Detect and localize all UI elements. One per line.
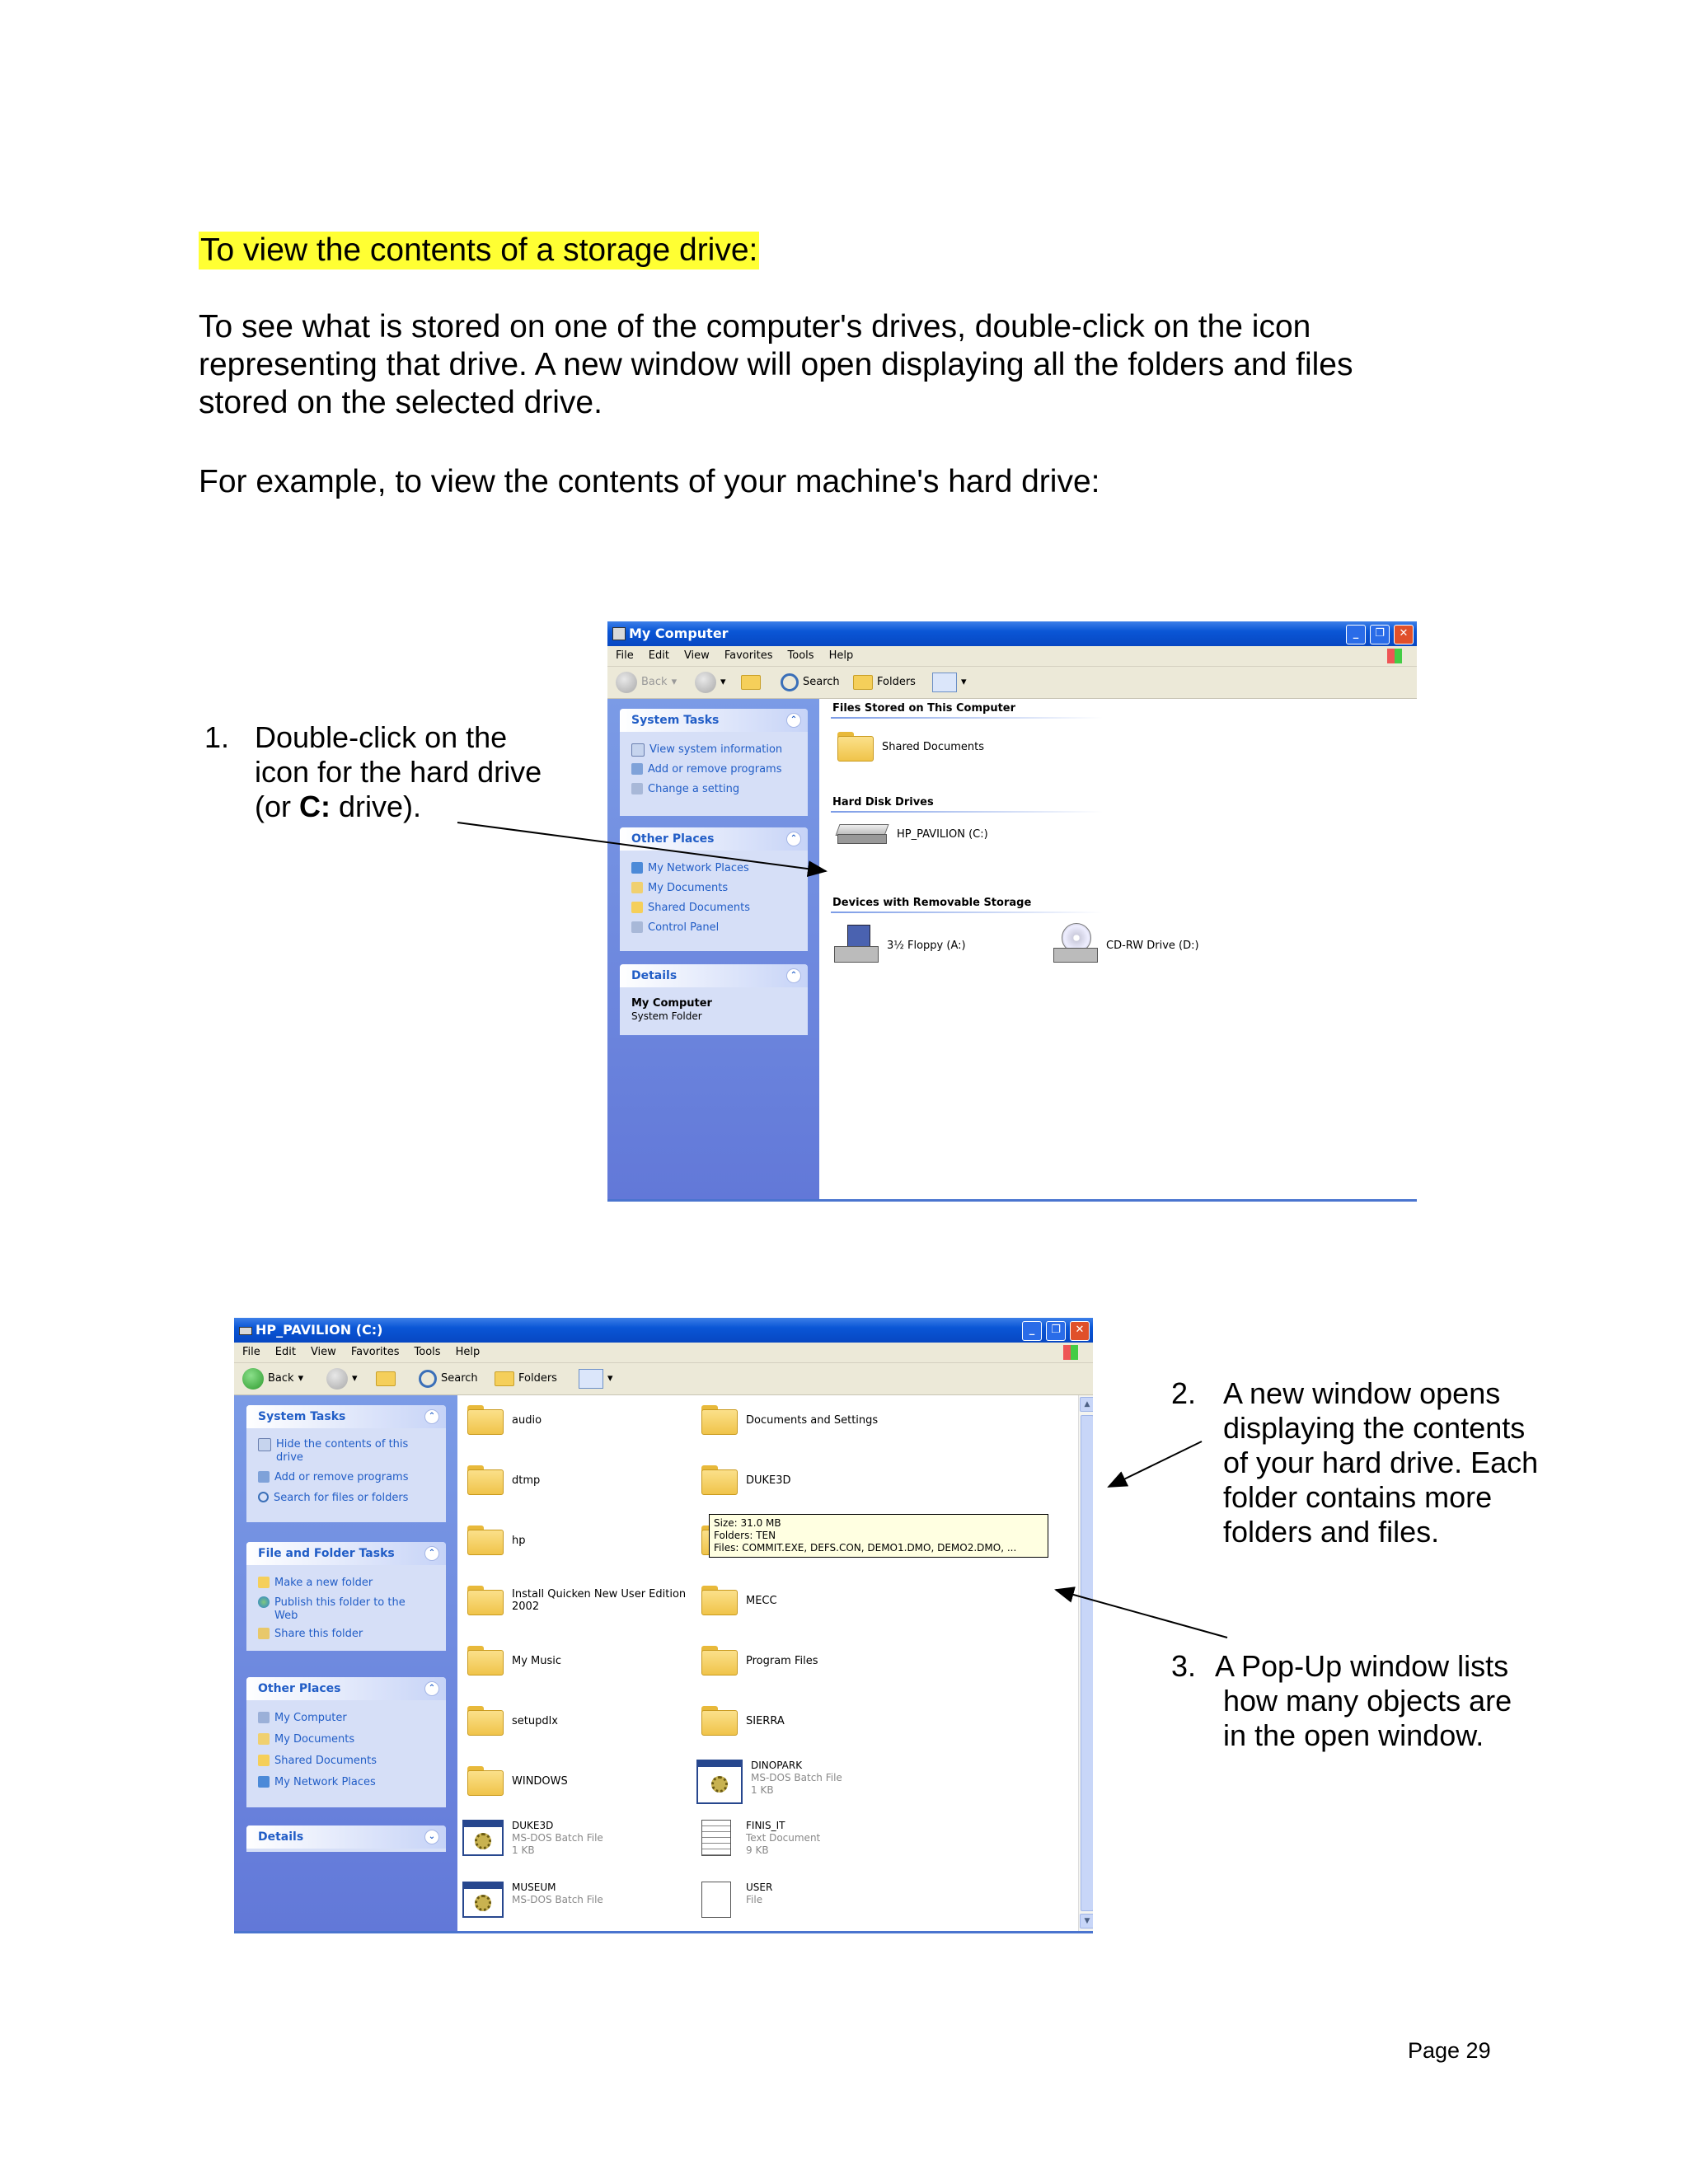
- details-type: System Folder: [631, 1010, 702, 1022]
- collapse-icon[interactable]: ⌃: [424, 1681, 439, 1696]
- step1-line: Double-click on the: [255, 720, 508, 754]
- folders-label: Folders: [518, 1372, 557, 1385]
- step1-post: drive).: [331, 790, 422, 823]
- group-removable: Devices with Removable Storage: [832, 897, 1032, 909]
- tooltip-line: Files: COMMIT.EXE, DEFS.CON, DEMO1.DMO, DEMO2.DMO, ...: [714, 1542, 1017, 1554]
- item-label: Documents and Settings: [746, 1413, 879, 1427]
- collapse-icon[interactable]: ⌃: [424, 1409, 439, 1424]
- task-label: Add or remove programs: [648, 763, 782, 776]
- intro-line: representing that drive. A new window will open displaying all the folders and files: [199, 347, 1353, 382]
- task-label: Add or remove programs: [274, 1471, 409, 1483]
- place-label: Shared Documents: [274, 1755, 377, 1767]
- group-files-stored: Files Stored on This Computer: [832, 702, 1016, 715]
- intro-line: stored on the selected drive.: [199, 385, 603, 420]
- step1-pre: (or: [255, 790, 299, 823]
- back-button[interactable]: Back ▾: [616, 667, 677, 698]
- collapse-icon[interactable]: ⌃: [786, 713, 801, 728]
- minimize-button[interactable]: _: [1022, 1321, 1042, 1341]
- file-type: File: [746, 1894, 763, 1905]
- item-label: setupdlx: [512, 1714, 558, 1727]
- tooltip-line: Size: 31.0 MB: [714, 1517, 781, 1529]
- step2-line: folders and files.: [1223, 1515, 1440, 1549]
- file-name: FINIS_IT: [746, 1820, 785, 1831]
- place-label: My Network Places: [648, 862, 749, 874]
- place-label: My Computer: [274, 1712, 347, 1724]
- file-name: DUKE3D: [512, 1820, 554, 1831]
- example-paragraph: For example, to view the contents of your machine's hard drive:: [199, 464, 1100, 499]
- panel-title: File and Folder Tasks: [258, 1547, 395, 1560]
- forward-button[interactable]: ▾: [326, 1363, 358, 1394]
- restore-button[interactable]: ❐: [1046, 1321, 1066, 1341]
- menu-help[interactable]: Help: [828, 649, 854, 662]
- menu-tools[interactable]: Tools: [787, 649, 814, 662]
- task-label: Hide the contents of this drive: [276, 1438, 409, 1464]
- menu-edit[interactable]: Edit: [648, 649, 669, 662]
- page-number: Page 29: [1408, 2038, 1491, 2063]
- restore-button[interactable]: ❐: [1370, 625, 1390, 644]
- step3-line: in the open window.: [1223, 1718, 1484, 1752]
- close-button[interactable]: ✕: [1394, 625, 1414, 644]
- panel-title: Other Places: [631, 832, 715, 846]
- item-label: DUKE3D: [746, 1474, 791, 1487]
- task-label: Change a setting: [648, 783, 740, 795]
- panel-title: System Tasks: [258, 1410, 346, 1423]
- item-label: 3½ Floppy (A:): [887, 939, 966, 952]
- details-name: My Computer: [631, 997, 712, 1010]
- menu-help[interactable]: Help: [455, 1346, 481, 1358]
- window-title: My Computer: [629, 626, 729, 641]
- file-name: MUSEUM: [512, 1882, 556, 1893]
- task-label: Make a new folder: [274, 1577, 373, 1589]
- file-type: MS-DOS Batch File: [751, 1772, 842, 1783]
- menu-tools[interactable]: Tools: [414, 1346, 441, 1358]
- file-name: USER: [746, 1882, 773, 1893]
- item-label: HP_PAVILION (C:): [897, 827, 988, 841]
- back-label: Back: [268, 1372, 294, 1385]
- panel-title: Details: [631, 969, 678, 982]
- task-label: Search for files or folders: [274, 1492, 409, 1504]
- panel-title: System Tasks: [631, 714, 720, 727]
- file-size: 9 KB: [746, 1844, 769, 1856]
- item-label: MECC: [746, 1594, 777, 1607]
- file-type: MS-DOS Batch File: [512, 1894, 603, 1905]
- file-name: DINOPARK: [751, 1760, 803, 1771]
- window-title: HP_PAVILION (C:): [256, 1322, 383, 1338]
- search-label: Search: [803, 676, 840, 688]
- item-label: WINDOWS: [512, 1774, 568, 1788]
- collapse-icon[interactable]: ⌃: [786, 832, 801, 846]
- item-label: Shared Documents: [882, 740, 985, 753]
- step3-number: 3.: [1171, 1649, 1197, 1683]
- menu-favorites[interactable]: Favorites: [724, 649, 773, 662]
- place-label: My Documents: [648, 882, 729, 894]
- step2-line: folder contains more: [1223, 1480, 1493, 1514]
- step3-line: how many objects are: [1223, 1684, 1512, 1718]
- step1-bold: C:: [299, 790, 331, 823]
- item-label: Program Files: [746, 1654, 818, 1667]
- menu-favorites[interactable]: Favorites: [350, 1346, 400, 1358]
- panel-title: Other Places: [258, 1682, 341, 1695]
- section-heading: To view the contents of a storage drive:: [200, 232, 758, 268]
- step2-line: A new window opens: [1223, 1376, 1501, 1410]
- item-label: Install Quicken New User Edition 2002: [512, 1588, 687, 1613]
- place-label: My Documents: [274, 1733, 355, 1746]
- minimize-button[interactable]: _: [1346, 625, 1366, 644]
- menu-file[interactable]: File: [242, 1346, 260, 1358]
- back-label: Back: [641, 676, 668, 688]
- place-label: My Network Places: [274, 1776, 376, 1788]
- folders-label: Folders: [877, 676, 916, 688]
- item-label: CD-RW Drive (D:): [1106, 939, 1199, 952]
- place-label: Shared Documents: [648, 902, 751, 914]
- intro-line: To see what is stored on one of the computer's drives, double-click on the icon: [199, 309, 1311, 344]
- file-size: 1 KB: [751, 1784, 774, 1796]
- scroll-down-icon[interactable]: ▼: [1080, 1914, 1093, 1929]
- step1-number: 1.: [204, 720, 230, 754]
- back-button[interactable]: Back ▾: [242, 1363, 303, 1394]
- collapse-icon[interactable]: ⌃: [786, 968, 801, 983]
- task-label: Publish this folder to the Web: [274, 1596, 406, 1622]
- place-label: Control Panel: [648, 921, 720, 934]
- views-button[interactable]: ▾: [579, 1363, 613, 1394]
- collapse-icon[interactable]: ⌃: [424, 1546, 439, 1561]
- file-type: MS-DOS Batch File: [512, 1832, 603, 1844]
- file-type: Text Document: [746, 1832, 821, 1844]
- task-label: Share this folder: [274, 1628, 363, 1640]
- menu-edit[interactable]: Edit: [274, 1346, 296, 1358]
- arrow-to-hard-drive: [457, 823, 826, 871]
- panel-title: Details: [258, 1830, 304, 1844]
- forward-button[interactable]: ▾: [695, 667, 726, 698]
- menu-file[interactable]: File: [616, 649, 634, 662]
- group-hard-disk: Hard Disk Drives: [832, 796, 934, 808]
- item-label: My Music: [512, 1654, 562, 1667]
- step2-line: of your hard drive. Each: [1223, 1446, 1539, 1479]
- step2-line: displaying the contents: [1223, 1411, 1526, 1445]
- scroll-up-icon[interactable]: ▲: [1080, 1397, 1093, 1412]
- item-label: dtmp: [512, 1474, 541, 1487]
- arrow-to-tooltip: [1056, 1590, 1227, 1638]
- file-size: 1 KB: [512, 1844, 535, 1856]
- views-button[interactable]: ▾: [932, 667, 967, 698]
- menu-view[interactable]: View: [310, 1346, 336, 1358]
- task-label: View system information: [649, 743, 783, 756]
- step2-number: 2.: [1171, 1376, 1197, 1410]
- menu-view[interactable]: View: [683, 649, 710, 662]
- search-label: Search: [441, 1372, 478, 1385]
- item-label: audio: [512, 1413, 542, 1427]
- close-button[interactable]: ✕: [1070, 1321, 1090, 1341]
- tooltip-line: Folders: TEN: [714, 1530, 776, 1541]
- step3-line: A Pop-Up window lists: [1215, 1649, 1509, 1683]
- item-label: hp: [512, 1534, 526, 1547]
- step1-line: icon for the hard drive: [255, 755, 542, 789]
- arrow-to-window: [1109, 1441, 1202, 1487]
- item-label: SIERRA: [746, 1714, 785, 1727]
- expand-icon[interactable]: ⌄: [424, 1830, 439, 1844]
